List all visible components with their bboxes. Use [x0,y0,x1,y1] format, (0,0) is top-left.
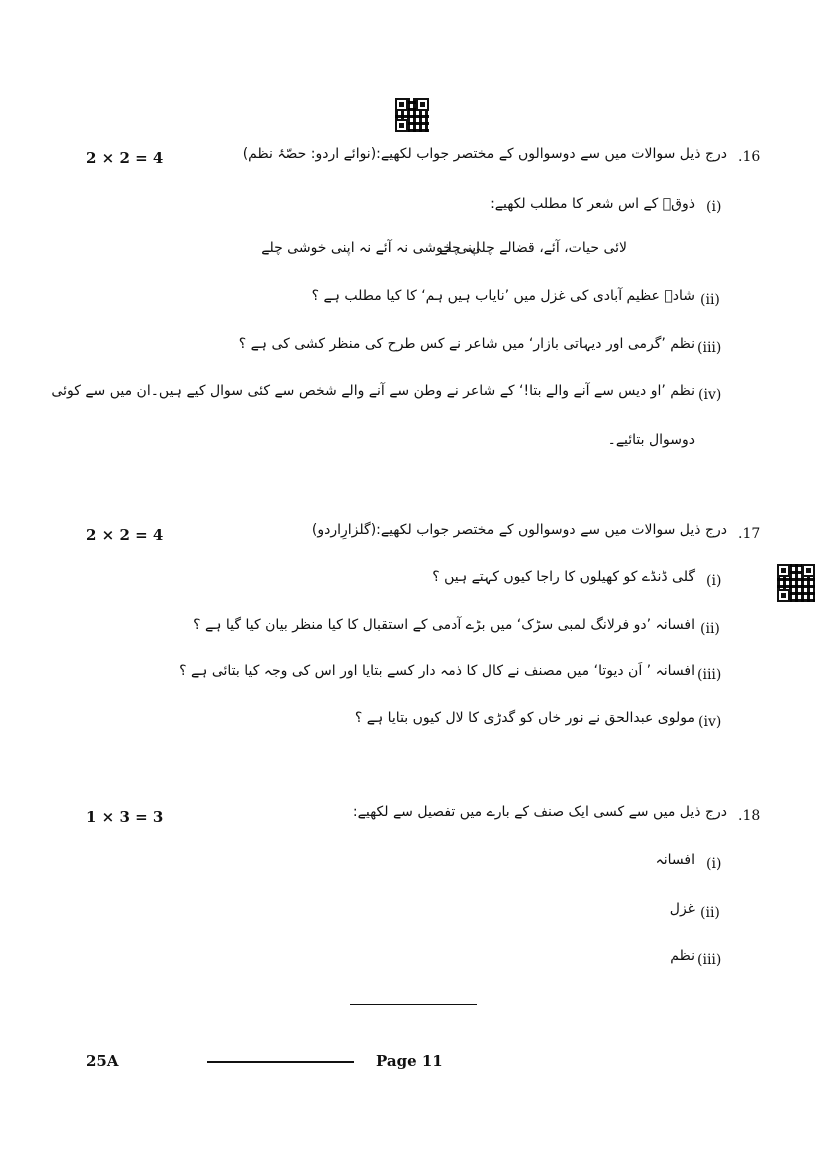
q16-item-4-label: (iv) [698,387,722,403]
qr-code-top [395,98,429,132]
q18-item-2-label: (ii) [700,905,720,921]
q17-item-1-text: گلی ڈنڈے کو کھیلوں کا راجا کیوں کہتے ہیں ؟ [432,569,695,585]
question-18-number: .18 [738,808,761,824]
q17-item-1-label: (i) [706,573,722,589]
q16-item-2-label: (ii) [700,292,720,308]
q16-item-3-text: نظم ’گرمی اور دیہاتی بازار‘ میں شاعر نے کس طرح کی منظر کشی کی ہے ؟ [238,336,695,352]
question-16-marks: 2 × 2 = 4 [86,149,164,167]
q16-item-3-label: (iii) [697,340,722,356]
q18-item-1-label: (i) [706,856,722,872]
q18-item-3-text: نظم [670,948,695,964]
qr-code-side [777,564,815,602]
q17-item-2-text: افسانہ ’دو فرلانگ لمبی سڑک‘ میں بڑے آدمی کے استقبال کا کیا منظر بیان کیا گیا ہے ؟ [193,617,695,633]
q18-item-2-text: غزل [669,901,695,917]
question-17-instruction: درج ذیل سوالات میں سے دوسوالوں کے مختصر جواب لکھیے:(گلزارِاردو) [311,522,727,538]
question-18-instruction: درج ذیل میں سے کسی ایک صنف کے بارے میں تفصیل سے لکھیے: [352,804,727,820]
couplet-second-line: اپنی خوشی نہ آئے نہ اپنی خوشی چلے [261,240,480,256]
q18-item-3-label: (iii) [697,952,722,968]
couplet-first-line: لائی حیات، آئے، قضالے چلی، چلے [439,240,627,256]
footer-page-number: Page 11 [376,1052,443,1070]
q16-item-1-label: (i) [706,199,722,215]
question-17-number: .17 [738,526,761,542]
q16-item-4-text: نظم ’او دیس سے آنے والے بتا!‘ کے شاعر نے وطن سے آنے والے شخص سے کئی سوال کیے ہیں۔ان میں سے کوئی [51,383,695,399]
question-16-number: .16 [738,149,761,165]
footer-rule [207,1061,354,1063]
section-end-rule [350,1004,477,1005]
q16-item-2-text: شادؔ عظیم آبادی کی غزل میں ’نایاب ہیں ہم‘ کا کیا مطلب ہے ؟ [311,288,695,304]
q17-item-4-label: (iv) [698,714,722,730]
q16-item-1-text: ذوقؔ کے اس شعر کا مطلب لکھیے: [490,196,695,212]
q17-item-3-label: (iii) [697,667,722,683]
q16-item-4-text-continued: دوسوال بتائیے۔ [607,432,695,448]
question-18-marks: 1 × 3 = 3 [86,808,164,826]
q18-item-1-text: افسانہ [655,852,695,868]
q17-item-2-label: (ii) [700,621,720,637]
question-17-marks: 2 × 2 = 4 [86,526,164,544]
footer-code: 25A [86,1052,119,1070]
q17-item-4-text: مولوی عبدالحق نے نور خاں کو گدڑی کا لال کیوں بتایا ہے ؟ [354,710,695,726]
q17-item-3-text: افسانہ ’ اَن دیوتا‘ میں مصنف نے کال کا ذمہ دار کسے بتایا اور اس کی وجہ کیا بتائی ہے ؟ [179,663,695,679]
question-16-instruction: درج ذیل سوالات میں سے دوسوالوں کے مختصر جواب لکھیے:(نوائے اردو: حصّۂ نظم) [242,146,727,162]
